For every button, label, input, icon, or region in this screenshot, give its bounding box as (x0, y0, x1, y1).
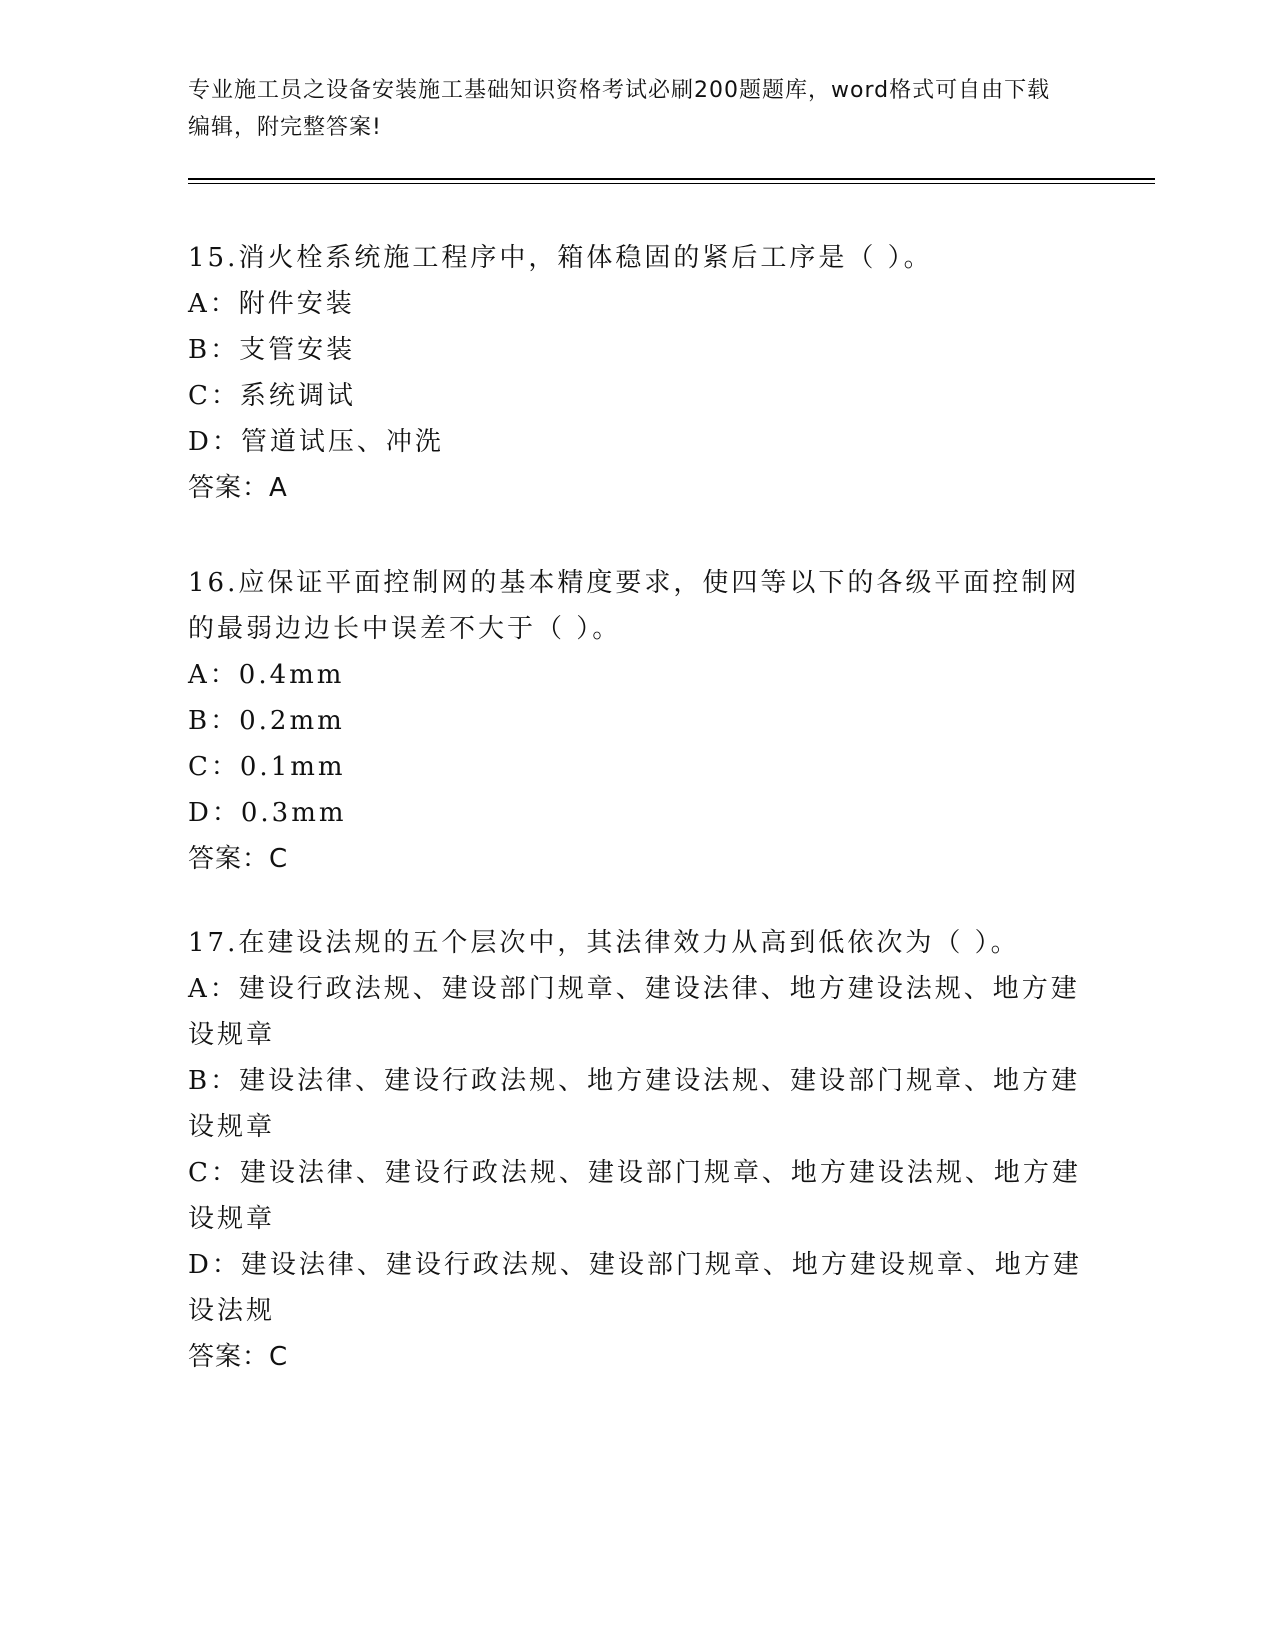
option-a: A：建设行政法规、建设部门规章、建设法律、地方建设法规、地方建设规章 (188, 974, 1080, 1050)
option-a: A：0.4mm (188, 660, 345, 690)
option-d: D：建设法律、建设行政法规、建设部门规章、地方建设规章、地方建设法规 (188, 1250, 1082, 1326)
answer: 答案：A (188, 473, 288, 503)
question-stem: 17.在建设法规的五个层次中，其法律效力从高到低依次为（ ）。 (188, 928, 1020, 958)
option-d: D：管道试压、冲洗 (188, 427, 444, 457)
option-a: A：附件安装 (188, 289, 355, 319)
question-stem: 15.消火栓系统施工程序中，箱体稳固的紧后工序是（ ）。 (188, 243, 933, 273)
question-15 (188, 235, 1088, 511)
document-header: 专业施工员之设备安装施工基础知识资格考试必刷200题题库，word格式可自由下载编辑，附完整答案! (188, 78, 1051, 140)
option-c: C：系统调试 (188, 381, 356, 411)
option-b: B：支管安装 (188, 335, 356, 365)
header-divider-thick (188, 178, 1155, 180)
option-b: B：建设法律、建设行政法规、地方建设法规、建设部门规章、地方建设规章 (188, 1066, 1081, 1142)
answer: 答案：C (188, 844, 289, 874)
option-b: B：0.2mm (188, 706, 345, 736)
question-stem: 16.应保证平面控制网的基本精度要求，使四等以下的各级平面控制网的最弱边边长中误差不大于（ ）。 (188, 568, 1080, 644)
option-d: D：0.3mm (188, 798, 347, 828)
header-divider-thin (188, 183, 1155, 184)
answer: 答案：C (188, 1342, 289, 1372)
option-c: C：建设法律、建设行政法规、建设部门规章、地方建设法规、地方建设规章 (188, 1158, 1081, 1234)
question-17 (188, 920, 1088, 1380)
option-c: C：0.1mm (188, 752, 346, 782)
question-16 (188, 560, 1088, 882)
